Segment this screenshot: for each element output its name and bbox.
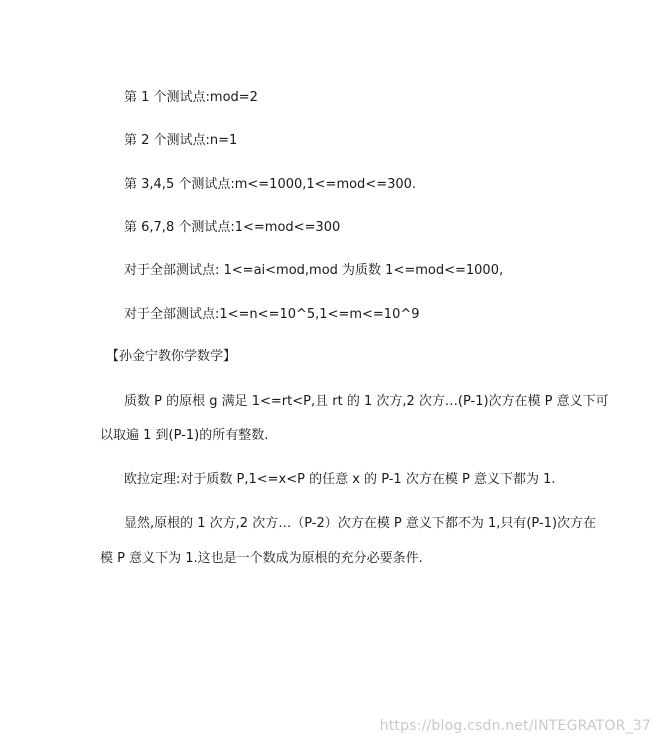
constraint-line-6: 对于全部测试点:1<=n<=10^5,1<=m<=10^9 [124,307,420,322]
section-heading: 【孙金宁教你学数学】 [106,349,237,364]
watermark-url: https://blog.csdn.net/INTEGRATOR_37 [379,718,651,734]
constraint-line-2: 第 2 个测试点:n=1 [124,133,238,148]
paragraph-conclusion-line-2: 模 P 意义下为 1.这也是一个数成为原根的充分必要条件. [100,551,423,566]
paragraph-conclusion-line-1: 显然,原根的 1 次方,2 次方…（P-2）次方在模 P 意义下都不为 1,只有(P-1)次方在 [124,516,597,531]
constraint-line-5: 对于全部测试点: 1<=ai<mod,mod 为质数 1<=mod<=1000, [124,263,504,278]
constraint-line-1: 第 1 个测试点:mod=2 [124,90,258,105]
paragraph-primitive-root-line-2: 以取遍 1 到(P-1)的所有整数. [100,428,269,443]
paragraph-euler-theorem: 欧拉定理:对于质数 P,1<=x<P 的任意 x 的 P-1 次方在模 P 意义下都为 1. [124,472,556,487]
paragraph-primitive-root-line-1: 质数 P 的原根 g 满足 1<=rt<P,且 rt 的 1 次方,2 次方…(P-1)次方在模 P 意义下可 [124,394,609,409]
constraint-line-4: 第 6,7,8 个测试点:1<=mod<=300 [124,220,341,235]
constraint-line-3: 第 3,4,5 个测试点:m<=1000,1<=mod<=300. [124,177,417,192]
